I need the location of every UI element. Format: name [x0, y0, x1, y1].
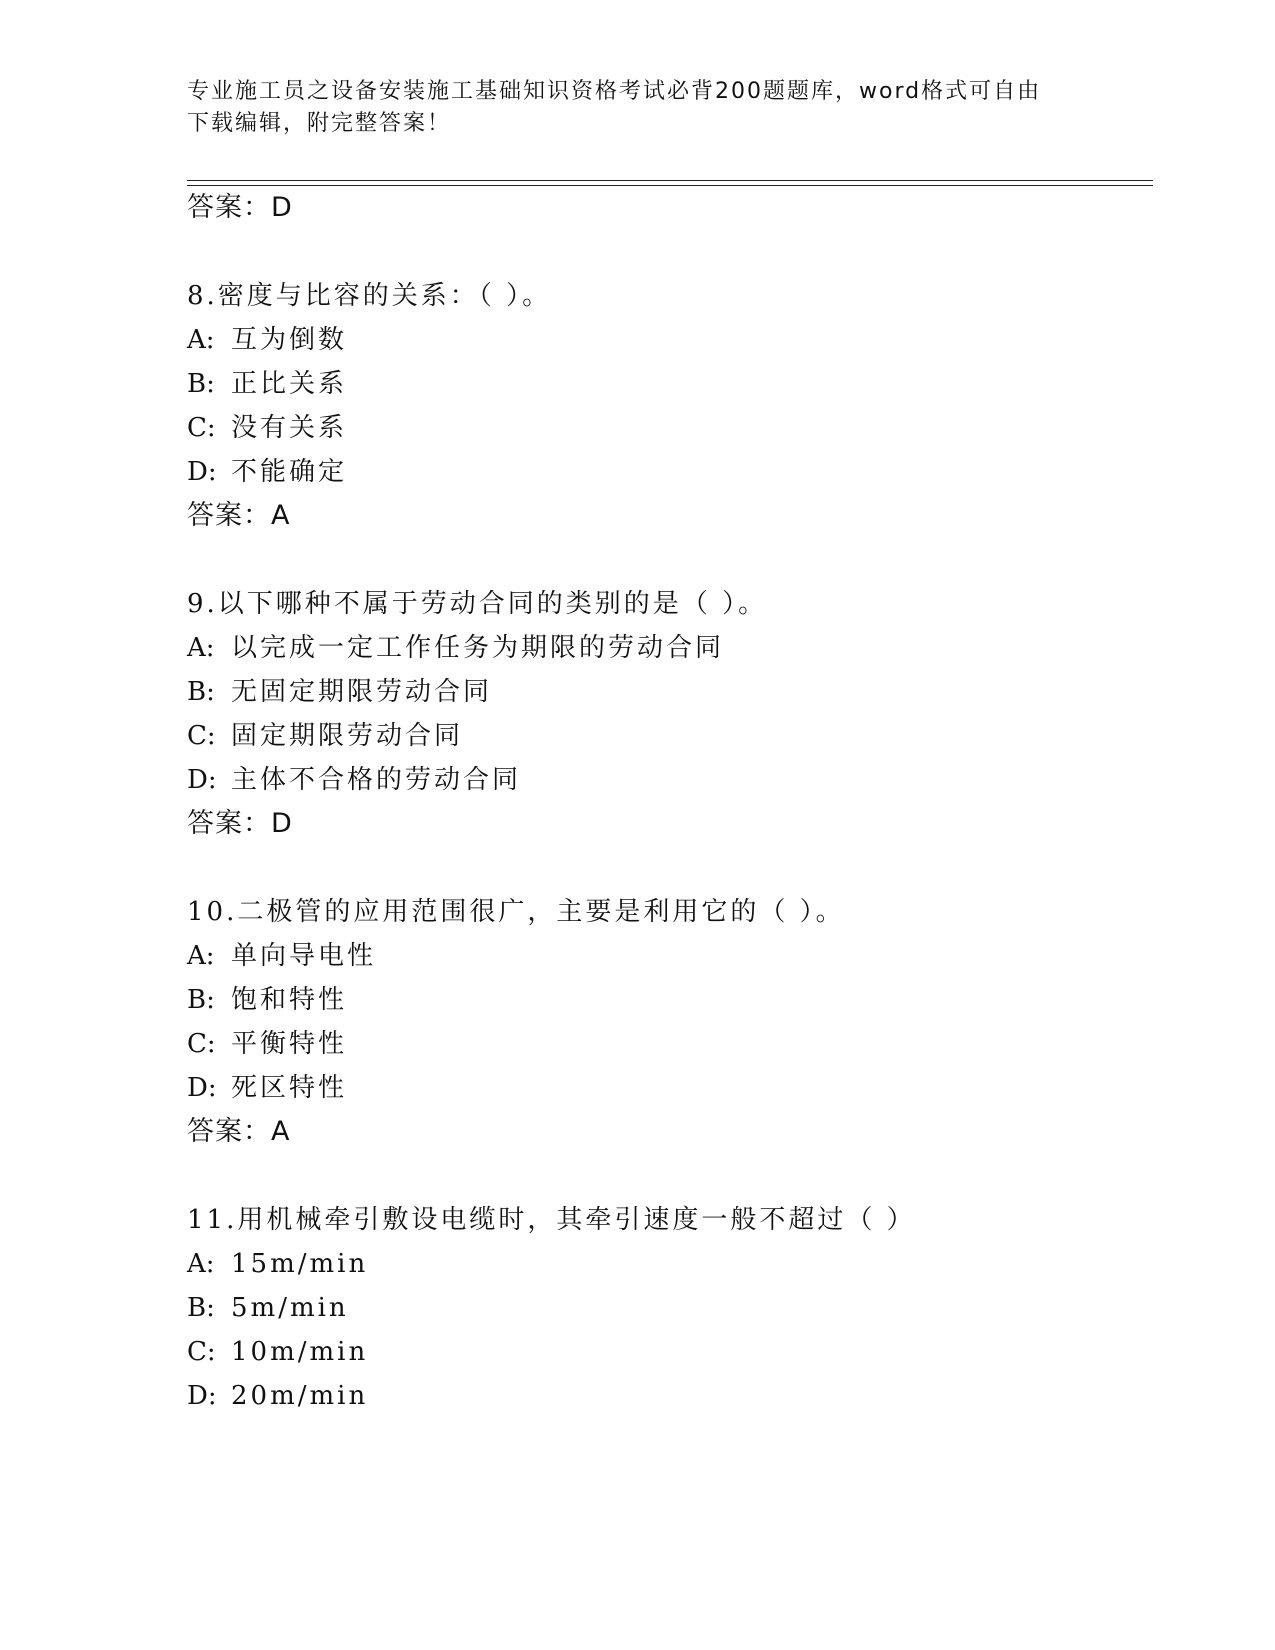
question-10-option-a — [187, 940, 376, 972]
option-letter: B: — [187, 1293, 215, 1323]
answer-q9: 答案：D — [187, 808, 293, 839]
option-text: 死区特性 — [231, 1073, 348, 1103]
option-letter: B: — [187, 369, 215, 399]
answer-q8: 答案：A — [187, 500, 291, 531]
option-text: 20m/min — [231, 1381, 369, 1411]
question-8-option-a — [187, 324, 347, 356]
option-text: 饱和特性 — [231, 985, 348, 1015]
document-header — [187, 76, 1067, 140]
option-letter: B: — [187, 677, 215, 707]
option-letter: D: — [187, 765, 217, 795]
option-text: 正比关系 — [231, 369, 348, 399]
question-8-option-b — [187, 368, 347, 400]
option-text: 单向导电性 — [231, 941, 377, 971]
question-10-option-c — [187, 1028, 347, 1060]
question-11-option-d — [187, 1380, 368, 1412]
option-letter: D: — [187, 1073, 217, 1103]
option-text: 5m/min — [231, 1293, 349, 1323]
option-text: 以完成一定工作任务为期限的劳动合同 — [231, 633, 725, 663]
question-8-option-c — [187, 412, 347, 444]
option-letter: C: — [187, 413, 216, 443]
question-9-option-d — [187, 764, 521, 796]
option-text: 无固定期限劳动合同 — [231, 677, 493, 707]
question-9-option-b — [187, 676, 492, 708]
question-9-option-c — [187, 720, 463, 752]
answer-q10: 答案：A — [187, 1116, 291, 1147]
question-11-title: 11.用机械牵引敷设电缆时，其牵引速度一般不超过（ ） — [187, 1205, 916, 1235]
header-line-2: 下载编辑，附完整答案！ — [187, 111, 452, 136]
option-text: 平衡特性 — [231, 1029, 348, 1059]
answer-q7: 答案：D — [187, 192, 293, 223]
option-text: 10m/min — [231, 1337, 369, 1367]
option-letter: D: — [187, 457, 217, 487]
option-text: 没有关系 — [231, 413, 348, 443]
option-letter: D: — [187, 1381, 217, 1411]
question-9-option-a — [187, 632, 724, 664]
option-letter: A: — [187, 1249, 215, 1279]
header-divider-top — [187, 180, 1153, 181]
question-8-option-d — [187, 456, 347, 488]
question-11-option-c — [187, 1336, 368, 1368]
option-text: 固定期限劳动合同 — [231, 721, 464, 751]
option-letter: C: — [187, 721, 216, 751]
question-10-option-d — [187, 1072, 347, 1104]
question-10-option-b — [187, 984, 347, 1016]
question-11-option-b — [187, 1292, 349, 1324]
question-10-title: 10.二极管的应用范围很广，主要是利用它的（ ）。 — [187, 897, 845, 927]
option-letter: A: — [187, 325, 215, 355]
question-8-title: 8.密度与比容的关系：（ ）。 — [187, 281, 552, 311]
option-text: 15m/min — [231, 1249, 369, 1279]
option-letter: A: — [187, 633, 215, 663]
option-letter: A: — [187, 941, 215, 971]
option-letter: C: — [187, 1029, 216, 1059]
header-divider-bottom — [187, 185, 1153, 186]
option-text: 不能确定 — [231, 457, 348, 487]
option-letter: B: — [187, 985, 215, 1015]
question-11-option-a — [187, 1248, 368, 1280]
option-text: 主体不合格的劳动合同 — [231, 765, 522, 795]
option-letter: C: — [187, 1337, 216, 1367]
question-9-title: 9.以下哪种不属于劳动合同的类别的是（ ）。 — [187, 589, 768, 619]
option-text: 互为倒数 — [231, 325, 348, 355]
header-line-1: 专业施工员之设备安装施工基础知识资格考试必背200题题库，word格式可自由 — [187, 79, 1042, 104]
